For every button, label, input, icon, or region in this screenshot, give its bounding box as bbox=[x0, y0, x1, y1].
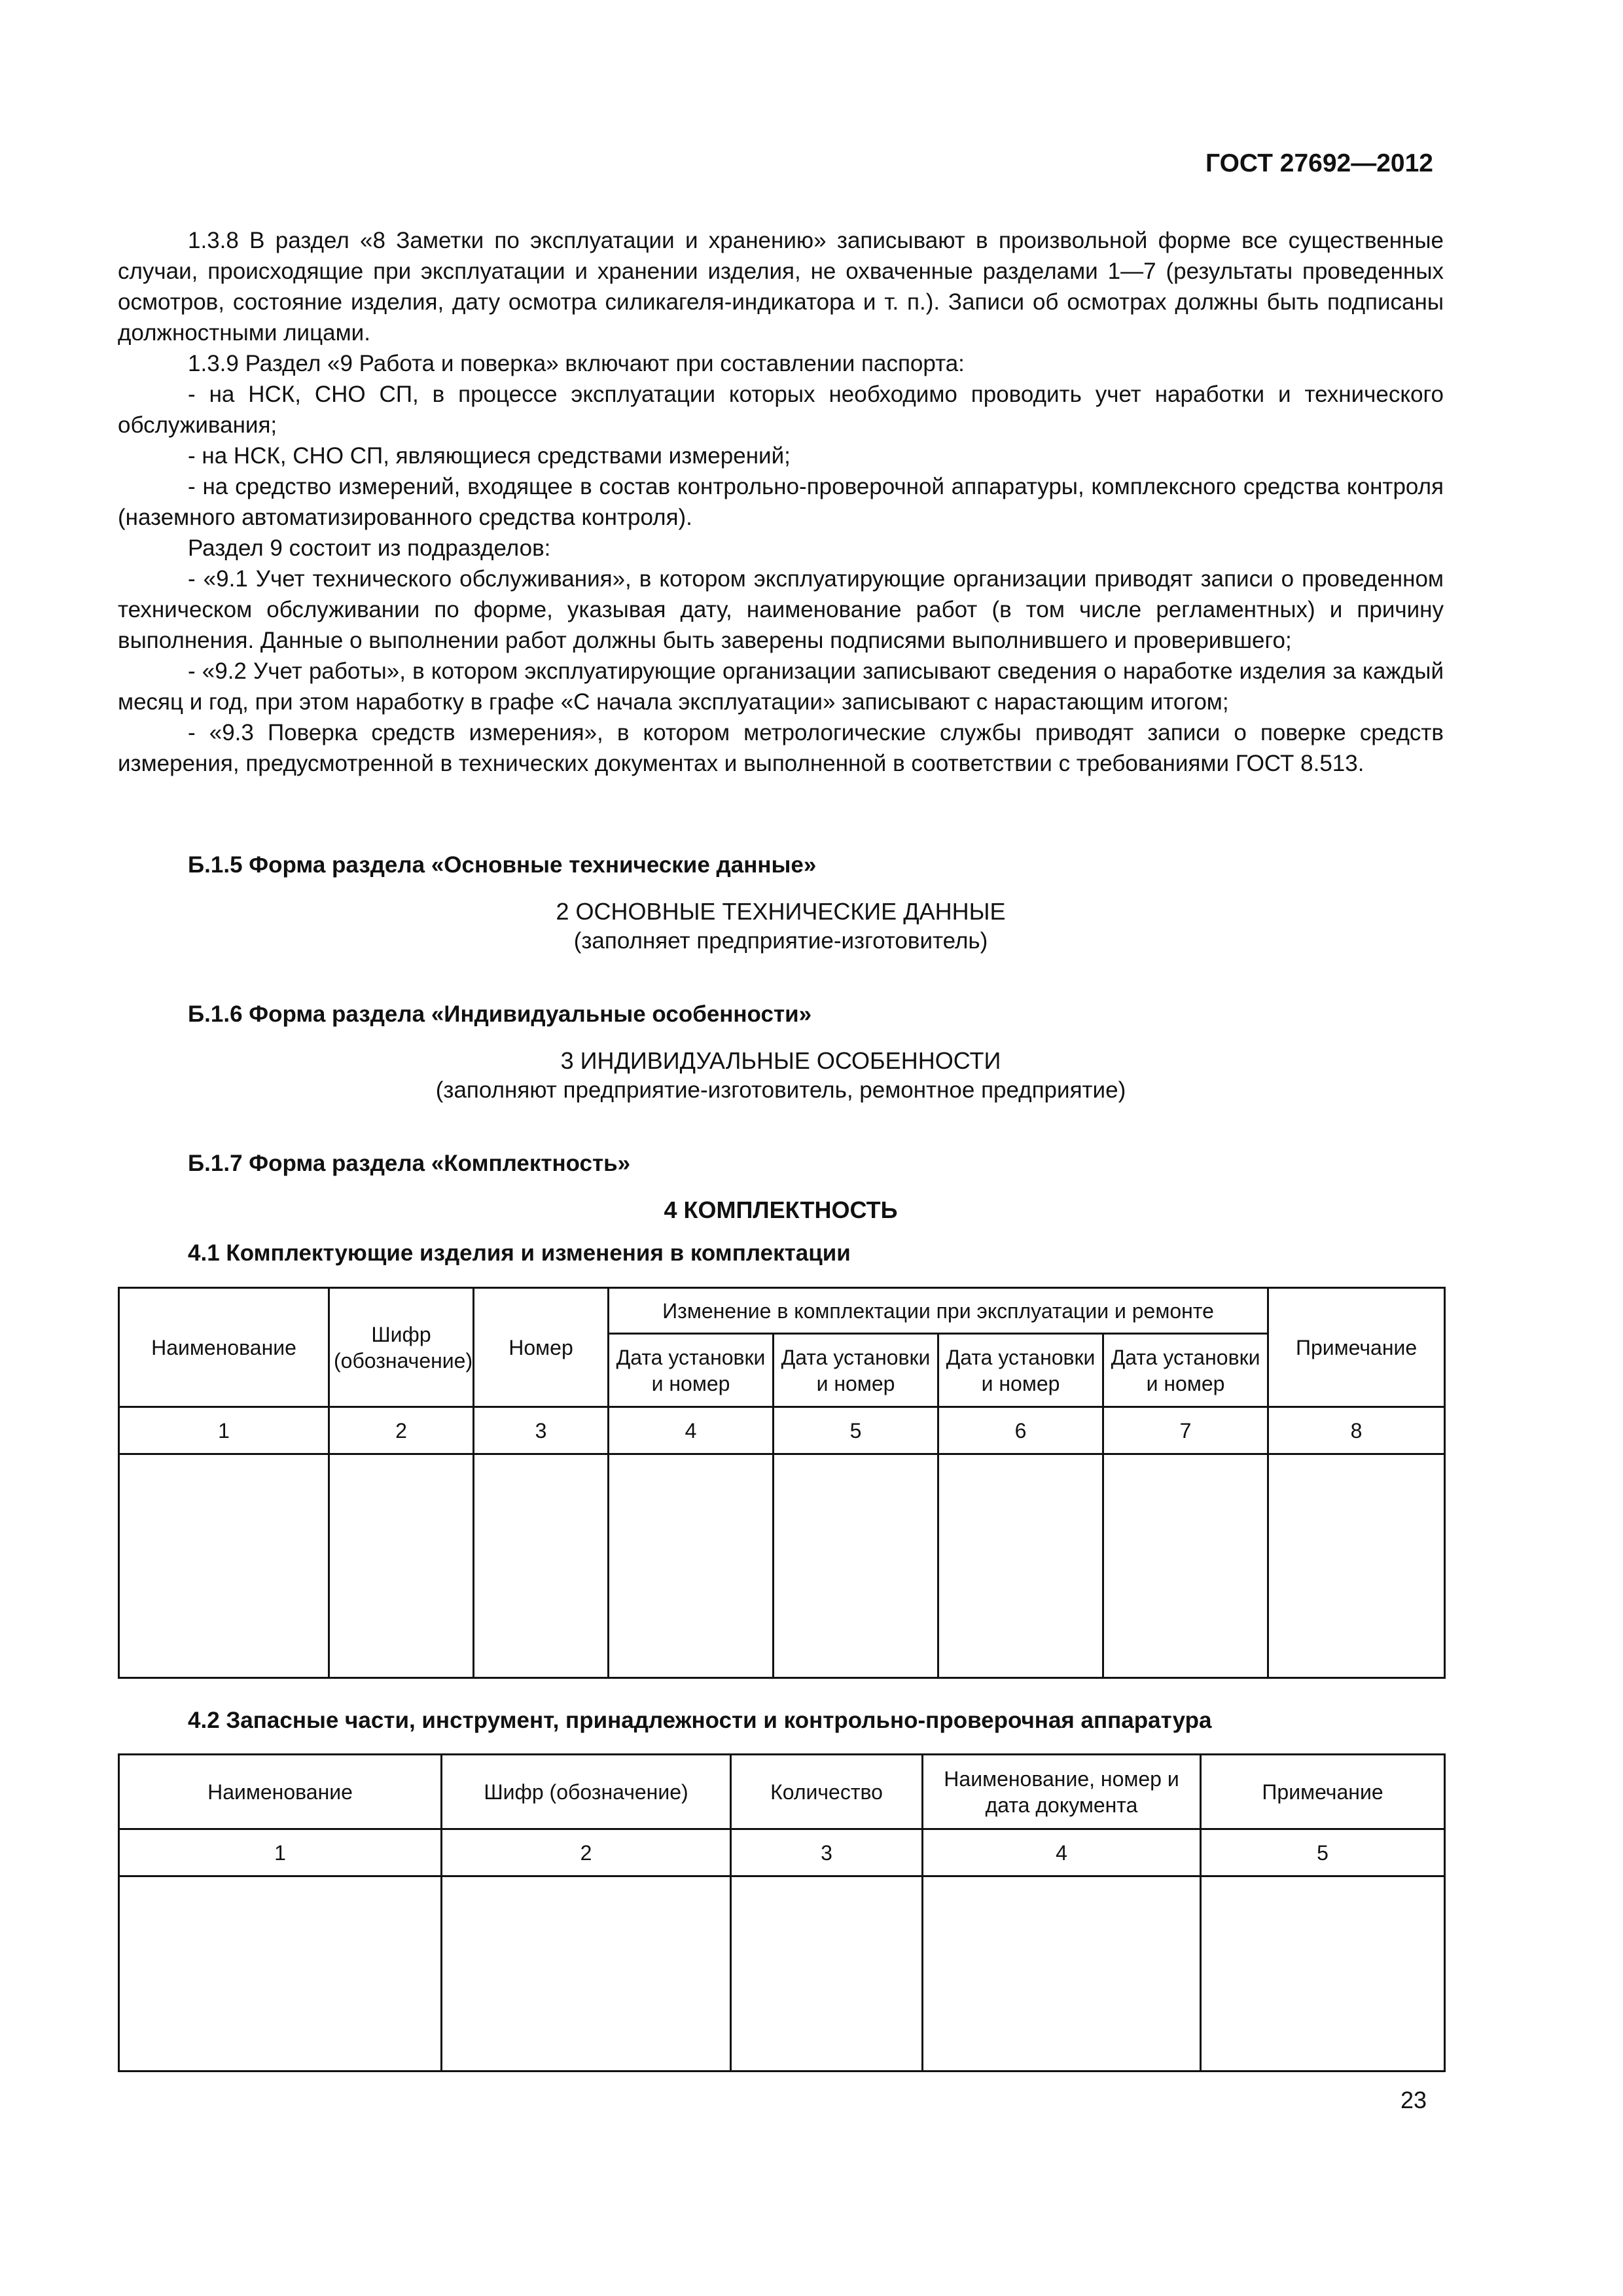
section-title-individual: 3 ИНДИВИДУАЛЬНЫЕ ОСОБЕННОСТИ bbox=[560, 1047, 1001, 1074]
table-row bbox=[119, 1876, 1445, 2072]
list-item: - на средство измерений, входящее в состав контрольно-проверочной аппаратуры, комплексного средства контроля (наземного автоматизированного средства контроля). bbox=[118, 474, 1444, 530]
header-quantity: Количество bbox=[731, 1755, 923, 1829]
column-number: 5 bbox=[774, 1407, 938, 1454]
header-name: Наименование bbox=[119, 1288, 329, 1407]
section-subtitle-basic-data: (заполняет предприятие-изготовитель) bbox=[573, 928, 988, 954]
completeness-table bbox=[118, 1287, 1446, 1679]
header-cipher: Шифр (обозначение) bbox=[442, 1755, 731, 1829]
empty-cell bbox=[938, 1454, 1103, 1678]
section-title-basic-data: 2 ОСНОВНЫЕ ТЕХНИЧЕСКИЕ ДАННЫЕ bbox=[556, 898, 1006, 925]
paragraph-1-3-8: 1.3.8 В раздел «8 Заметки по эксплуатации и хранению» записывают в произвольной форме все существенные случаи, происходящие при эксплуатации и хранении изделия, не охваченные разделами 1—7 (результаты проведенных осмотров, состояние изделия, дату осмотра силикагеля-индикатора и т. п.). Записи об осмотрах должны быть подписаны должностными лицами. bbox=[118, 228, 1444, 346]
empty-cell bbox=[923, 1876, 1201, 2072]
list-item: - «9.1 Учет технического обслуживания», в котором эксплуатирующие организации приводят записи о проведенном техническом обслуживании по форме, указывая дату, наименование работ (в том числе регламентных) и причину выполнения. Данные о выполнении работ должны быть заверены подписями выполнившего и проверившего; bbox=[118, 566, 1444, 653]
section-heading-b15: Б.1.5 Форма раздела «Основные технические данные» bbox=[188, 852, 817, 878]
column-number: 8 bbox=[1268, 1407, 1445, 1454]
empty-cell bbox=[119, 1454, 329, 1678]
section-heading-b17: Б.1.7 Форма раздела «Комплектность» bbox=[188, 1151, 631, 1176]
empty-cell bbox=[731, 1876, 923, 2072]
header-document: Наименование, номер и дата документа bbox=[923, 1755, 1201, 1829]
empty-cell bbox=[1201, 1876, 1445, 2072]
list-item: - «9.2 Учет работы», в котором эксплуатирующие организации записывают сведения о наработке изделия за каждый месяц и год, при этом наработку в графе «С начала эксплуатации» записывают с нарастающим итогом; bbox=[118, 658, 1444, 715]
column-number: 1 bbox=[119, 1407, 329, 1454]
empty-cell bbox=[1268, 1454, 1445, 1678]
body-text bbox=[118, 225, 1444, 779]
empty-cell bbox=[1103, 1454, 1268, 1678]
column-number: 5 bbox=[1201, 1829, 1445, 1876]
column-number: 4 bbox=[923, 1829, 1201, 1876]
header-install-date: Дата установки и номер bbox=[609, 1334, 774, 1407]
empty-cell bbox=[442, 1876, 731, 2072]
header-note: Примечание bbox=[1268, 1288, 1445, 1407]
header-name: Наименование bbox=[119, 1755, 442, 1829]
column-number: 6 bbox=[938, 1407, 1103, 1454]
header-changes-group: Изменение в комплектации при эксплуатации и ремонте bbox=[609, 1288, 1268, 1334]
empty-cell bbox=[119, 1876, 442, 2072]
spare-parts-table bbox=[118, 1753, 1446, 2072]
empty-cell bbox=[609, 1454, 774, 1678]
column-number: 2 bbox=[442, 1829, 731, 1876]
section-subtitle-individual: (заполняют предприятие-изготовитель, ремонтное предприятие) bbox=[435, 1077, 1126, 1103]
header-cipher: Шифр (обозначение) bbox=[329, 1288, 474, 1407]
column-number: 4 bbox=[609, 1407, 774, 1454]
page-number: 23 bbox=[1400, 2087, 1427, 2113]
section-heading-b16: Б.1.6 Форма раздела «Индивидуальные особенности» bbox=[188, 1001, 812, 1027]
document-code: ГОСТ 27692—2012 bbox=[1205, 149, 1433, 177]
header-number: Номер bbox=[474, 1288, 609, 1407]
empty-cell bbox=[474, 1454, 609, 1678]
header-install-date: Дата установки и номер bbox=[774, 1334, 938, 1407]
paragraph-1-3-9: 1.3.9 Раздел «9 Работа и поверка» включают при составлении паспорта: bbox=[188, 351, 965, 376]
header-install-date: Дата установки и номер bbox=[938, 1334, 1103, 1407]
column-number: 1 bbox=[119, 1829, 442, 1876]
list-item: - на НСК, СНО СП, в процессе эксплуатации которых необходимо проводить учет наработки и технического обслуживания; bbox=[118, 382, 1444, 438]
paragraph-section-9: Раздел 9 состоит из подразделов: bbox=[188, 535, 551, 561]
table2-caption: 4.2 Запасные части, инструмент, принадлежности и контрольно-проверочная аппаратура bbox=[188, 1708, 1212, 1733]
column-number: 7 bbox=[1103, 1407, 1268, 1454]
header-install-date: Дата установки и номер bbox=[1103, 1334, 1268, 1407]
header-note: Примечание bbox=[1201, 1755, 1445, 1829]
section-title-completeness: 4 КОМПЛЕКТНОСТЬ bbox=[664, 1196, 898, 1223]
table1-caption: 4.1 Комплектующие изделия и изменения в комплектации bbox=[188, 1240, 851, 1266]
table-row bbox=[119, 1454, 1445, 1678]
empty-cell bbox=[774, 1454, 938, 1678]
column-number: 3 bbox=[731, 1829, 923, 1876]
list-item: - «9.3 Поверка средств измерения», в котором метрологические службы приводят записи о поверке средств измерения, предусмотренной в технических документах и выполненной в соответствии с требованиями ГОСТ 8.513. bbox=[118, 720, 1444, 776]
column-number: 2 bbox=[329, 1407, 474, 1454]
column-number: 3 bbox=[474, 1407, 609, 1454]
list-item: - на НСК, СНО СП, являющиеся средствами измерений; bbox=[188, 443, 791, 469]
empty-cell bbox=[329, 1454, 474, 1678]
